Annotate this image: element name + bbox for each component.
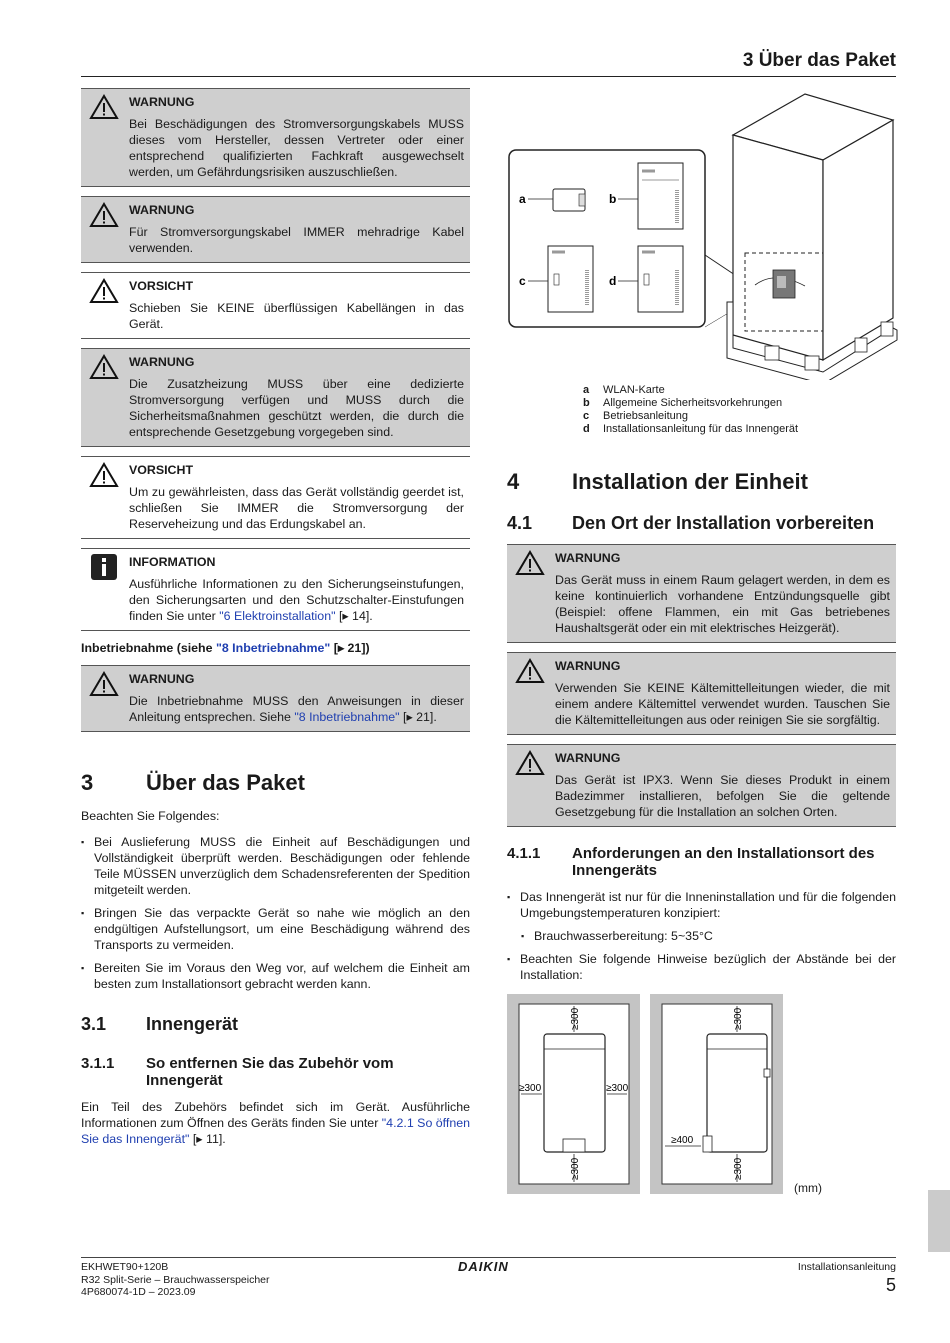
header-divider (81, 76, 896, 77)
left-column (81, 88, 470, 1157)
legend-text: Installationsanleitung für das Innengerät (603, 423, 799, 435)
section-3-1-heading (81, 1014, 470, 1035)
intro-text: Beachten Sie Folgendes: (81, 809, 220, 823)
label-d: d (609, 274, 617, 288)
accessories-figure (505, 90, 900, 380)
list-subitem: ▪ Brauchwasserbereitung: 5~35°C (507, 928, 896, 944)
section-3-1-1-heading (81, 1055, 470, 1089)
label-b: b (609, 192, 617, 206)
section-number: 3.1.1 (81, 1055, 115, 1072)
run-in-heading (81, 640, 470, 655)
notice-warning-2 (81, 196, 470, 263)
chapter-3-heading (81, 770, 470, 796)
notice-text: Verwenden Sie KEINE Kältemittelleitungen wieder, die mit einem andere Kältemittel verwendet wurden. Tauschen Sie die Kältemittelleitungen aus oder reinigen Sie sie sorgfältig. (555, 681, 890, 727)
notice-text: Für Stromversorgungskabel IMMER mehradrige Kabel verwenden. (129, 225, 464, 255)
section-title: Den Ort der Installation vorbereiten (572, 513, 875, 533)
notice-text (129, 576, 464, 624)
legend-key: a (583, 384, 590, 396)
warning-triangle-icon (89, 94, 119, 120)
legend-row (583, 410, 798, 423)
notice-warning-1 (81, 88, 470, 187)
list-item: ▪ Bringen Sie das verpackte Gerät so nahe wie möglich an den endgültigen Aufstellungsort, um eine Beschädigung während des Transports zu vermeiden. (81, 905, 470, 953)
chapter-title: Installation der Einheit (572, 469, 808, 494)
chapter-number: 3 (81, 770, 94, 795)
dim-left: ≥300 (519, 1083, 542, 1094)
bullet-list (507, 889, 896, 983)
notice-text: Das Gerät muss in einem Raum gelagert werden, in dem es keine kontinuierlich vorhandene Entzündungsquelle gibt (Beispiel: offene Flammen, ein mit Gas betriebenes Haushaltsgerät oder ein mit elektrisches Heizgerät). (555, 573, 890, 635)
notice-warning-3 (81, 348, 470, 447)
figure-legend (583, 384, 798, 436)
legend-text: WLAN-Karte (603, 384, 665, 396)
legend-key: d (583, 423, 590, 435)
notice-text: Schieben Sie KEINE überflüssigen Kabellängen in das Gerät. (129, 301, 464, 331)
page-ref: [▸ 21]. (399, 710, 437, 724)
dim-bottom: ≥300 (570, 1157, 581, 1180)
runhead-post: [▸ 21]) (330, 641, 370, 655)
notice-warning-refrigerant (507, 652, 896, 735)
footer-divider (81, 1257, 896, 1258)
runhead-pre: Inbetriebnahme (siehe (81, 641, 216, 655)
section-4-1-heading (507, 513, 896, 534)
warning-triangle-icon (515, 750, 545, 776)
tank-side-view (707, 1034, 767, 1152)
warning-triangle-icon (515, 550, 545, 576)
notice-text: Um zu gewährleisten, dass das Gerät vollständig geerdet ist, schließen Sie IMMER die Stromversorgung der Reserveheizung und das Erdungskabel an. (129, 485, 464, 531)
list-item: ▪ Das Innengerät ist nur für die Inneninstallation und für die folgenden Umgebungstemperaturen konzipiert: (507, 889, 896, 921)
chapter-number: 4 (507, 469, 520, 494)
section-number: 4.1.1 (507, 845, 541, 862)
caution-triangle-icon (89, 278, 119, 304)
right-column (507, 455, 896, 990)
section-4-1-1-heading (507, 845, 896, 879)
clearance-figure (507, 994, 787, 1196)
dim-right: ≥300 (606, 1083, 629, 1094)
notice-title: WARNUNG (129, 672, 195, 686)
notice-text: Die Zusatzheizung MUSS über eine dedizierte Stromversorgung verfügen und MUSS durch die Sicherheitsmaßnahmen geschützt werden, die durch die entsprechende Gesetzgebung vorgegeben sind. (129, 377, 464, 439)
link-inbetriebnahme[interactable]: "8 Inbetriebnahme" (215, 641, 331, 655)
dim-top: ≥300 (570, 1007, 581, 1030)
chapter-4-heading (507, 469, 896, 495)
label-a: a (519, 192, 526, 206)
notice-title: WARNUNG (129, 355, 195, 369)
section-title: Innengerät (146, 1014, 239, 1034)
legend-text: Allgemeine Sicherheitsvorkehrungen (603, 397, 783, 409)
page-ref: [▸ 14]. (335, 609, 373, 623)
tank-front-view (544, 1034, 605, 1152)
notice-caution-1 (81, 272, 470, 339)
list-item: ▪ Beachten Sie folgende Hinweise bezüglich der Abstände bei der Installation: (507, 951, 896, 983)
legend-row (583, 384, 798, 397)
dim-front-side: ≥400 (671, 1135, 694, 1146)
information-icon (89, 554, 119, 580)
footer-doc-number: 4P680074-1D – 2023.09 (81, 1286, 196, 1298)
label-c: c (519, 274, 526, 288)
section-title: Anforderungen an den Installationsort des Innengeräts (572, 845, 875, 879)
footer-series: R32 Split-Serie – Brauchwasserspeicher (81, 1273, 270, 1286)
list-item: ▪ Bei Auslieferung MUSS die Einheit auf Beschädigungen und Vollständigkeit überprüft werden. Beschädigungen oder fehlende Teile MÜSSEN unverzüglich dem Schadensreferenten der Spedition mitgeteilt werden. (81, 834, 470, 898)
footer-doc-info (81, 1261, 270, 1299)
notice-warning-ipx3 (507, 744, 896, 827)
section-number: 4.1 (507, 513, 533, 533)
footer-model: EKHWET90+120B (81, 1261, 169, 1273)
warning-triangle-icon (89, 354, 119, 380)
page-ref: [▸ 11]. (189, 1132, 226, 1146)
legend-row (583, 423, 798, 436)
notice-title: VORSICHT (129, 279, 194, 293)
info-text: Ausführliche Informationen zu den Sicherungseinstufungen, den Sicherungsarten und den Schutzschalter-Einstufungen finden Sie unter (129, 577, 464, 623)
legend-key: b (583, 397, 590, 409)
warning-triangle-icon (89, 671, 119, 697)
para-3-1-1 (81, 1099, 470, 1147)
page-header-title: 3 Über das Paket (742, 50, 896, 71)
legend-text: Betriebsanleitung (603, 410, 689, 422)
notice-title: VORSICHT (129, 463, 194, 477)
unit-label: (mm) (794, 1181, 822, 1195)
section-number: 3.1 (81, 1014, 107, 1034)
link-elektroinstallation[interactable]: "6 Elektroinstallation" (219, 609, 336, 623)
notice-title: WARNUNG (555, 659, 621, 673)
notice-title: WARNUNG (129, 203, 195, 217)
notice-text: Bei Beschädigungen des Stromversorgungskabels MUSS dieses vom Hersteller, dessen Vertreter oder einer entsprechend qualifizierten Fachkraft ausgewechselt werden, um Gefährdungsrisiken auszuschließen. (129, 117, 464, 179)
list-item: ▪ Bereiten Sie im Voraus den Weg vor, auf welchem die Einheit am besten zum Installationsort gebracht werden kann. (81, 960, 470, 992)
caution-triangle-icon (89, 462, 119, 488)
notice-title: INFORMATION (129, 555, 216, 569)
legend-row (583, 397, 798, 410)
notice-caution-2 (81, 456, 470, 539)
footer-manual-type: Installationsanleitung (797, 1261, 896, 1273)
page-number: 5 (885, 1275, 896, 1295)
notice-information (81, 548, 470, 631)
section-title: So entfernen Sie das Zubehör vom Innengerät (146, 1055, 394, 1089)
daikin-logo: DAIKIN (458, 1259, 509, 1274)
notice-title: WARNUNG (555, 751, 621, 765)
link-open-indoor-unit[interactable]: "4.2.1 So öffnen Sie das Innengerät" (81, 1116, 471, 1146)
warning-text: Die Inbetriebnahme MUSS den Anweisungen in dieser Anleitung entsprechen. Siehe (129, 694, 464, 724)
bullet-list (81, 834, 470, 992)
notice-warning-commissioning (81, 665, 470, 732)
chapter-title: Über das Paket (146, 770, 305, 795)
notice-warning-ignition (507, 544, 896, 643)
dim-bottom-side: ≥300 (733, 1157, 744, 1180)
packaged-unit-illustration (727, 94, 897, 380)
notice-title: WARNUNG (555, 551, 621, 565)
notice-title: WARNUNG (129, 95, 195, 109)
notice-text: Das Gerät ist IPX3. Wenn Sie dieses Produkt in einem Badezimmer installieren, befolgen Sie die geltende Gesetzgebung für die Installation an solchen Orten. (555, 773, 890, 819)
warning-triangle-icon (515, 658, 545, 684)
para-text: Ein Teil des Zubehörs befindet sich im Gerät. Ausführliche Informationen zum Öffnen des Geräts finden Sie unter (81, 1100, 470, 1130)
warning-triangle-icon (89, 202, 119, 228)
chapter-side-tab (928, 1190, 950, 1252)
link-inbetriebnahme-2[interactable]: "8 Inbetriebnahme" (294, 710, 400, 724)
legend-key: c (583, 410, 590, 422)
notice-text (129, 693, 464, 725)
dim-top-side: ≥300 (733, 1007, 744, 1030)
